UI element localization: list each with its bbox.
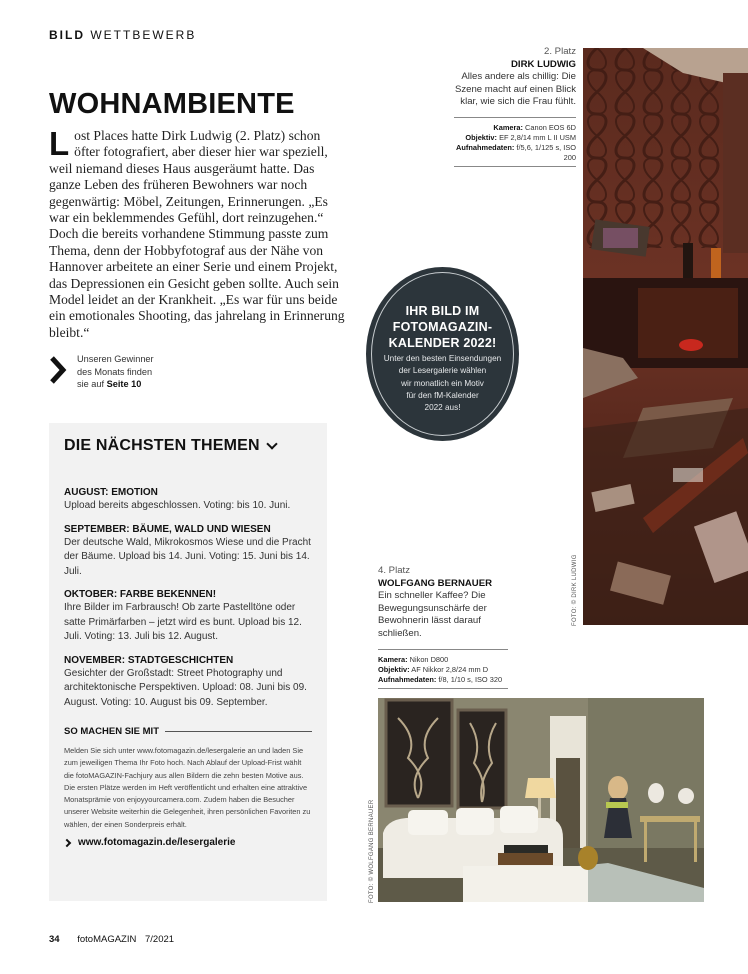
- badge-text-line: wir monatlich ein Motiv: [401, 378, 484, 388]
- chevron-down-icon: [266, 438, 277, 449]
- caption-2nd-place: [454, 46, 576, 167]
- headline: WOHNAMBIENTE: [49, 88, 295, 120]
- howto-heading: [64, 726, 312, 737]
- photo-credit-bernauer: FOTO: © WOLFGANG BERNAUER: [369, 799, 375, 903]
- teaser-page-ref[interactable]: Seite 10: [106, 379, 142, 389]
- photo-credit-ludwig: FOTO: © DIRK LUDWIG: [572, 554, 578, 626]
- exposure-value: f/8, 1/10 s, ISO 320: [438, 674, 503, 684]
- theme-head: AUGUST: EMOTION: [64, 487, 158, 498]
- theme-item: [64, 523, 312, 580]
- teaser-line-3: [77, 378, 154, 391]
- theme-item: [64, 486, 312, 514]
- chevron-right-icon: [49, 355, 67, 385]
- badge-title: [366, 303, 519, 351]
- theme-desc: Ihre Bilder im Farbrausch! Ob zarte Pastelltöne oder satte Primärfarben – jetzt wird es bunt. Upload bis 12. Juli. Voting: 13. Juli bis 12. August.: [64, 602, 302, 642]
- photo-wolfgang-bernauer: [378, 698, 704, 902]
- winner-teaser[interactable]: [49, 353, 154, 391]
- theme-desc: Gesichter der Großstadt: Street Photography und architektonische Perspektiven. Upload: 08. Juni bis 09. August. Voting: 10. August bis 09. September.: [64, 667, 307, 708]
- theme-head: OKTOBER: FARBE BEKENNEN!: [64, 589, 217, 600]
- badge-text-line: für den fM-Kalender: [406, 390, 479, 400]
- badge-title-line: KALENDER 2022!: [388, 336, 497, 350]
- lens-label: Objektiv:: [378, 664, 410, 674]
- exposure-label: Aufnahmedaten:: [456, 142, 515, 152]
- badge-content: [366, 303, 519, 414]
- caption-text: Alles andere als chillig: Die Szene macht auf einen Blick klar, wie sich die Frau fühlt.: [454, 71, 576, 107]
- badge-text-line: Unter den besten Einsendungen: [383, 354, 502, 363]
- themes-box: [49, 423, 327, 901]
- camera-value: Canon EOS 6D: [525, 122, 576, 132]
- photo-dirk-ludwig: [583, 48, 748, 625]
- badge-title-line: IHR BILD IM: [405, 304, 480, 318]
- lens-label: Objektiv:: [465, 132, 497, 142]
- teaser-text: [77, 353, 154, 391]
- teaser-line-1: Unseren Gewinner: [77, 354, 154, 364]
- article-text: ost Places hatte Dirk Ludwig (2. Platz) schon öfter fotografiert, aber dieser hier war speziell, weil niemand dieses Haus ausgeräumt hatte. Das ganze Leben des früheren Bewohners war noch gegenwärtig: Möbel, Zeitungen, Erinnerungen. „Es war ein beklemmendes Gefühl, dort reinzugehen.“ Doch die bereits vorhandene Stimmung passte zum Thema, denn der Hobbyfotograf aus der Nähe von Hannover arbeitete an einer Serie und einem Projekt, das Depressionen ein Gesicht geben sollte. Auch sein Model leidet an der Krankheit. „Es war für uns beide ein emotionales Shooting, das jahrelang in Erinnerung bleibt.“: [49, 128, 345, 340]
- themes-title-text: DIE NÄCHSTEN THEMEN: [64, 437, 260, 454]
- calendar-badge: [366, 267, 519, 441]
- badge-text: [366, 353, 519, 414]
- badge-text-line: 2022 aus!: [424, 403, 461, 413]
- exposure-value: f/5,6, 1/125 s, ISO 200: [516, 142, 576, 162]
- badge-text-line: der Lesergalerie wählen: [398, 366, 487, 376]
- caption-4th-place: [378, 565, 508, 689]
- theme-item: [64, 588, 312, 645]
- howto-text: Melden Sie sich unter www.fotomagazin.de/lesergalerie an und laden Sie zum jeweiligen Thema Ihr Foto hoch. Nach Ablauf der Upload-Frist wählt die fotoMAGAZIN-Fachjury aus allen Bildern die zehn besten Motive aus. Die ersten Plätze werden im Heft veröffentlicht und erhalten eine attraktive Monatsprämie von enjoyyourcamera.com. Zudem haben die Besucher unserer Website weiterhin die Gelegenheit, ihren persönlichen Favoriten zu wählen, der einen Sonderpreis erhält.: [64, 746, 311, 829]
- page-number: 34: [49, 934, 60, 945]
- lens-value: EF 2,8/14 mm L II USM: [499, 132, 576, 142]
- theme-head: SEPTEMBER: BÄUME, WALD UND WIESEN: [64, 523, 271, 535]
- howto-title: SO MACHEN SIE MIT: [64, 726, 160, 737]
- place-label: 4. Platz: [378, 565, 410, 576]
- themes-list: [64, 486, 312, 710]
- lesergalerie-link[interactable]: [64, 837, 312, 848]
- exposure-label: Aufnahmedaten:: [378, 674, 437, 684]
- camera-label: Kamera:: [493, 122, 523, 132]
- kicker-light: WETTBEWERB: [90, 28, 197, 42]
- teaser-line-3-prefix: sie auf: [77, 379, 105, 389]
- camera-value: Nikon D800: [409, 654, 449, 664]
- camera-label: Kamera:: [378, 654, 408, 664]
- badge-title-line: FOTOMAGAZIN-: [392, 320, 493, 334]
- page-footer: [49, 934, 174, 945]
- theme-item: [64, 654, 312, 711]
- chevron-right-icon: [63, 838, 71, 846]
- theme-head: NOVEMBER: STADTGESCHICHTEN: [64, 654, 234, 666]
- photo-specs: [454, 117, 576, 167]
- photo-specs: [378, 649, 508, 689]
- theme-desc: Der deutsche Wald, Mikrokosmos Wiese und die Pracht der Bäume. Upload bis 14. Juni. Voting: 15. Juni bis 14. Juli.: [64, 536, 311, 577]
- section-kicker: [49, 28, 196, 42]
- lens-value: AF Nikkor 2,8/24 mm D: [411, 664, 489, 674]
- issue-number: 7/2021: [144, 934, 175, 945]
- photographer-name: WOLFGANG BERNAUER: [378, 577, 493, 589]
- place-label: 2. Platz: [544, 46, 576, 57]
- themes-title: [64, 437, 312, 455]
- caption-text: Ein schneller Kaffee? Die Bewegungsunschärfe der Bewohnerin lässt darauf schließen.: [378, 590, 487, 639]
- kicker-bold: BILD: [49, 28, 85, 42]
- howto-rule: [165, 731, 312, 732]
- magazine-name: fotoMAGAZIN: [77, 934, 137, 945]
- living-room-image: [378, 698, 704, 902]
- teaser-line-2: des Monats finden: [77, 366, 153, 377]
- theme-desc: Upload bereits abgeschlossen. Voting: bis 10. Juni.: [64, 500, 291, 511]
- drop-cap: L: [49, 125, 70, 162]
- lesergalerie-link-text[interactable]: www.fotomagazin.de/lesergalerie: [78, 837, 236, 849]
- photographer-name: DIRK LUDWIG: [510, 58, 576, 70]
- article-body: [49, 125, 349, 341]
- cluttered-room-image: [583, 48, 748, 625]
